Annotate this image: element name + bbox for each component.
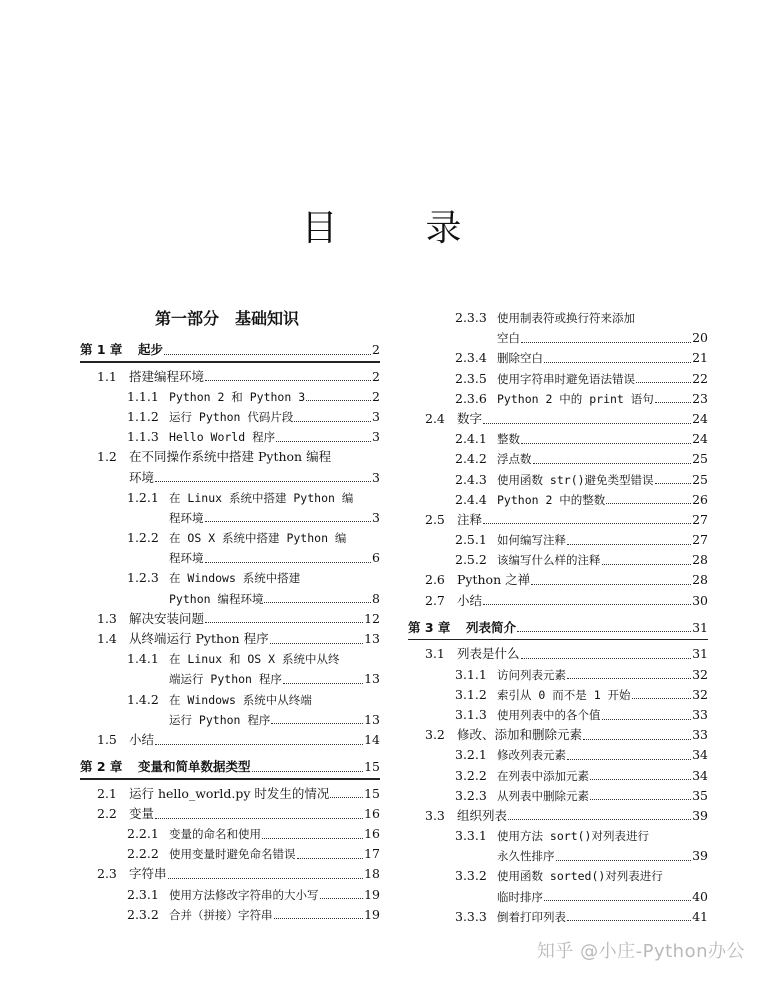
page-number: 2 bbox=[372, 388, 380, 404]
subsection-entry bbox=[80, 649, 380, 669]
page-number: 13 bbox=[364, 671, 380, 687]
subsection-entry bbox=[408, 308, 708, 328]
entry-number: 2.4.4 bbox=[455, 491, 487, 507]
section-entry bbox=[80, 609, 380, 629]
entry-title: 数字 bbox=[457, 410, 483, 426]
subsection-entry bbox=[408, 429, 708, 449]
page-number: 15 bbox=[364, 785, 380, 801]
subsection-entry bbox=[408, 766, 708, 786]
page-number: 28 bbox=[692, 552, 708, 568]
entry-number: 3.3.3 bbox=[455, 908, 487, 924]
subsection-entry bbox=[408, 328, 708, 348]
page-number: 19 bbox=[364, 886, 380, 902]
section-entry bbox=[408, 570, 708, 590]
page-number: 24 bbox=[692, 431, 708, 447]
subsection-entry bbox=[408, 470, 708, 490]
entry-title: 空白 bbox=[497, 331, 520, 346]
entry-title: 小结 bbox=[129, 731, 155, 747]
dot-leader bbox=[205, 521, 372, 522]
page-number: 8 bbox=[372, 590, 380, 606]
dot-leader bbox=[544, 900, 691, 901]
entry-title: 端运行 Python 程序 bbox=[169, 672, 282, 687]
entry-title: Hello World 程序 bbox=[169, 430, 276, 445]
entry-title: 列表是什么 bbox=[457, 646, 520, 662]
title-char-2: 录 bbox=[425, 208, 462, 249]
subsection-entry bbox=[408, 490, 708, 510]
dot-leader bbox=[330, 797, 363, 798]
entry-title: 永久性排序 bbox=[497, 849, 555, 864]
subsection-entry bbox=[408, 846, 708, 866]
entry-title: 在不同操作系统中搭建 Python 编程 bbox=[129, 449, 332, 465]
entry-title: 使用列表中的各个值 bbox=[497, 707, 601, 722]
section-entry bbox=[408, 409, 708, 429]
entry-title: 在 Windows 系统中从终端 bbox=[169, 692, 312, 707]
entry-number: 2.1 bbox=[97, 785, 117, 801]
page-number: 33 bbox=[692, 727, 708, 743]
entry-title: Python 2 中的 print 语句 bbox=[497, 391, 654, 406]
entry-number: 1.2.2 bbox=[127, 530, 159, 546]
toc-right-column bbox=[408, 308, 708, 927]
entry-title: 注释 bbox=[457, 511, 483, 527]
subsection-entry bbox=[408, 530, 708, 550]
dot-leader bbox=[168, 878, 364, 879]
subsection-entry bbox=[80, 690, 380, 710]
page-number: 26 bbox=[692, 491, 708, 507]
part-title: 第一部分 基础知识 bbox=[154, 309, 299, 328]
entry-number: 3.1 bbox=[425, 646, 445, 662]
entry-title: Python 之禅 bbox=[457, 572, 531, 588]
entry-number: 2.3.1 bbox=[127, 886, 159, 902]
subsection-entry bbox=[80, 427, 380, 447]
subsection-entry bbox=[80, 548, 380, 568]
page-number: 3 bbox=[372, 509, 380, 525]
entry-title: Python 2 中的整数 bbox=[497, 492, 606, 507]
dot-leader bbox=[306, 400, 371, 401]
subsection-entry bbox=[80, 568, 380, 588]
page-number: 3 bbox=[372, 408, 380, 424]
dot-leader bbox=[521, 342, 691, 343]
page-number: 34 bbox=[692, 767, 708, 783]
dot-leader bbox=[270, 643, 364, 644]
page-number: 17 bbox=[364, 846, 380, 862]
page-number: 14 bbox=[364, 731, 380, 747]
subsection-entry bbox=[80, 589, 380, 609]
entry-number: 2.7 bbox=[425, 592, 445, 608]
entry-number: 1.3 bbox=[97, 610, 117, 626]
dot-leader bbox=[274, 918, 364, 919]
entry-title: 合并（拼接）字符串 bbox=[169, 907, 273, 922]
section-entry bbox=[408, 725, 708, 745]
subsection-entry bbox=[80, 387, 380, 407]
page-number: 25 bbox=[692, 471, 708, 487]
dot-leader bbox=[583, 739, 691, 740]
subsection-entry bbox=[408, 866, 708, 886]
entry-title: 在 Linux 系统中搭建 Python 编 bbox=[169, 490, 354, 505]
dot-leader bbox=[602, 719, 692, 720]
entry-number: 3.3.1 bbox=[455, 828, 487, 844]
entry-title: 临时排序 bbox=[497, 889, 543, 904]
entry-number: 3.2.1 bbox=[455, 747, 487, 763]
entry-number: 3.1.2 bbox=[455, 686, 487, 702]
dot-leader bbox=[521, 443, 691, 444]
dot-leader bbox=[155, 481, 371, 482]
dot-leader bbox=[283, 683, 363, 684]
entry-title: 字符串 bbox=[129, 866, 167, 882]
dot-leader bbox=[544, 362, 691, 363]
entry-number: 2.2 bbox=[97, 805, 117, 821]
entry-title: 变量的命名和使用 bbox=[169, 827, 261, 842]
entry-title: 访问列表元素 bbox=[497, 667, 566, 682]
dot-leader bbox=[205, 562, 372, 563]
section-entry bbox=[80, 864, 380, 884]
dot-leader bbox=[606, 503, 691, 504]
dot-leader bbox=[262, 838, 363, 839]
entry-title: 该编写什么样的注释 bbox=[497, 553, 601, 568]
page-number: 28 bbox=[692, 572, 708, 588]
entry-number: 1.1 bbox=[97, 368, 117, 384]
chapter-rule bbox=[80, 778, 380, 779]
page-number: 35 bbox=[692, 787, 708, 803]
entry-title: 解决安装问题 bbox=[129, 610, 205, 626]
page-number: 41 bbox=[692, 908, 708, 924]
subsection-entry bbox=[80, 710, 380, 730]
subsection-entry bbox=[80, 905, 380, 925]
chapter-rule bbox=[80, 361, 380, 362]
dot-leader bbox=[205, 380, 371, 381]
subsection-entry bbox=[408, 348, 708, 368]
dot-leader bbox=[567, 678, 691, 679]
entry-title: 整数 bbox=[497, 432, 520, 447]
entry-title: 小结 bbox=[457, 592, 483, 608]
dot-leader bbox=[655, 402, 691, 403]
dot-leader bbox=[297, 858, 364, 859]
page-number: 16 bbox=[364, 805, 380, 821]
dot-leader bbox=[556, 860, 692, 861]
entry-title: 在 Linux 和 OS X 系统中从终 bbox=[169, 652, 340, 667]
page-number: 19 bbox=[364, 906, 380, 922]
subsection-entry bbox=[408, 907, 708, 927]
subsection-entry bbox=[80, 844, 380, 864]
chapter-entry bbox=[408, 618, 708, 638]
page-number: 39 bbox=[692, 807, 708, 823]
subsection-entry bbox=[80, 528, 380, 548]
page-number: 31 bbox=[692, 619, 708, 635]
dot-leader bbox=[590, 799, 691, 800]
title-char-1: 目 bbox=[301, 208, 338, 249]
entry-number: 2.3.3 bbox=[455, 310, 487, 325]
entry-number: 2.2.1 bbox=[127, 826, 159, 842]
entry-title: 使用变量时避免命名错误 bbox=[169, 847, 296, 862]
page-number: 6 bbox=[372, 550, 380, 566]
section-entry bbox=[408, 644, 708, 664]
dot-leader bbox=[264, 602, 371, 603]
dot-leader bbox=[636, 382, 691, 383]
section-entry bbox=[80, 629, 380, 649]
entry-title: 程环境 bbox=[169, 551, 204, 566]
entry-number: 2.3.6 bbox=[455, 390, 487, 406]
dot-leader bbox=[155, 818, 363, 819]
dot-leader bbox=[483, 523, 691, 524]
page-number: 20 bbox=[692, 330, 708, 346]
entry-number: 1.1.3 bbox=[127, 429, 159, 445]
entry-number: 1.1.1 bbox=[127, 388, 159, 404]
page-number: 12 bbox=[364, 610, 380, 626]
page-number: 32 bbox=[692, 666, 708, 682]
subsection-entry bbox=[408, 665, 708, 685]
entry-number: 第 1 章 bbox=[80, 342, 123, 357]
entry-number: 2.3.2 bbox=[127, 906, 159, 922]
entry-title: 使用方法修改字符串的大小写 bbox=[169, 887, 319, 902]
watermark: 知乎 @小庄-Python办公 bbox=[536, 941, 745, 962]
entry-number: 1.4 bbox=[97, 631, 117, 647]
section-entry bbox=[408, 510, 708, 530]
section-entry bbox=[80, 784, 380, 804]
entry-title: 修改、添加和删除元素 bbox=[457, 727, 583, 743]
section-entry bbox=[80, 804, 380, 824]
entry-title: 使用方法 sort()对列表进行 bbox=[497, 829, 649, 844]
entry-number: 2.4 bbox=[425, 410, 445, 426]
entry-number: 3.1.3 bbox=[455, 706, 487, 722]
entry-title: 起步 bbox=[138, 342, 164, 357]
subsection-entry bbox=[80, 407, 380, 427]
entry-number: 3.2.2 bbox=[455, 767, 487, 783]
entry-number: 2.5.1 bbox=[455, 532, 487, 548]
entry-title: 环境 bbox=[129, 469, 155, 485]
entry-title: 搭建编程环境 bbox=[129, 368, 205, 384]
subsection-entry bbox=[408, 389, 708, 409]
entry-number: 1.2.3 bbox=[127, 570, 159, 586]
entry-number: 2.4.3 bbox=[455, 471, 487, 487]
subsection-entry bbox=[408, 685, 708, 705]
chapter-entry bbox=[80, 340, 380, 360]
entry-title: Python 编程环境 bbox=[169, 591, 264, 606]
dot-leader bbox=[590, 779, 691, 780]
page-number: 34 bbox=[692, 747, 708, 763]
entry-title: 在 Windows 系统中搭建 bbox=[169, 571, 301, 586]
entry-title: 修改列表元素 bbox=[497, 748, 566, 763]
entry-title: 运行 Python 程序 bbox=[169, 712, 271, 727]
subsection-entry bbox=[80, 669, 380, 689]
dot-leader bbox=[602, 564, 692, 565]
subsection-entry bbox=[408, 550, 708, 570]
entry-title: 使用函数 sorted()对列表进行 bbox=[497, 869, 663, 884]
entry-number: 3.3.2 bbox=[455, 868, 487, 884]
page-number: 24 bbox=[692, 410, 708, 426]
page-number: 2 bbox=[372, 368, 380, 384]
dot-leader bbox=[655, 483, 692, 484]
entry-number: 1.2 bbox=[97, 449, 117, 465]
entry-title: 列表简介 bbox=[466, 619, 517, 635]
subsection-entry bbox=[408, 449, 708, 469]
entry-title: 索引从 0 而不是 1 开始 bbox=[497, 687, 631, 702]
entry-number: 1.4.2 bbox=[127, 691, 159, 707]
entry-title: 如何编写注释 bbox=[497, 533, 566, 548]
entry-title: 从终端运行 Python 程序 bbox=[129, 631, 269, 647]
subsection-entry bbox=[408, 887, 708, 907]
entry-number: 第 2 章 bbox=[80, 759, 123, 775]
entry-title: 浮点数 bbox=[497, 452, 532, 467]
dot-leader bbox=[521, 658, 692, 659]
page-number: 23 bbox=[692, 390, 708, 406]
page-number: 22 bbox=[692, 370, 708, 386]
entry-number: 1.5 bbox=[97, 731, 117, 747]
entry-number: 1.4.1 bbox=[127, 651, 159, 667]
page-number: 39 bbox=[692, 848, 708, 864]
dot-leader bbox=[252, 771, 364, 772]
entry-title: 在 OS X 系统中搭建 Python 编 bbox=[169, 531, 347, 546]
page-number: 25 bbox=[692, 451, 708, 467]
toc-left-column bbox=[80, 308, 380, 925]
chapter-rule bbox=[408, 639, 708, 640]
entry-number: 3.2.3 bbox=[455, 787, 487, 803]
page-number: 30 bbox=[692, 592, 708, 608]
entry-title: 删除空白 bbox=[497, 351, 543, 366]
entry-title: 运行 Python 代码片段 bbox=[169, 409, 294, 424]
entry-title: 组织列表 bbox=[457, 807, 508, 823]
subsection-entry bbox=[80, 508, 380, 528]
dot-leader bbox=[294, 421, 371, 422]
entry-title: 使用函数 str()避免类型错误 bbox=[497, 472, 654, 487]
page-number: 3 bbox=[372, 429, 380, 445]
entry-title: 倒着打印列表 bbox=[497, 909, 566, 924]
page-number: 15 bbox=[364, 759, 380, 775]
entry-title: 变量 bbox=[129, 805, 155, 821]
subsection-entry bbox=[80, 885, 380, 905]
page-title bbox=[0, 200, 763, 251]
chapter-entry bbox=[80, 757, 380, 777]
subsection-entry bbox=[408, 826, 708, 846]
page-number: 27 bbox=[692, 532, 708, 548]
entry-number: 第 3 章 bbox=[408, 619, 451, 635]
dot-leader bbox=[205, 622, 363, 623]
dot-leader bbox=[320, 898, 364, 899]
entry-number: 2.2.2 bbox=[127, 846, 159, 862]
dot-leader bbox=[276, 441, 371, 442]
page-number: 32 bbox=[692, 686, 708, 702]
entry-title: 程环境 bbox=[169, 510, 204, 525]
page-number: 2 bbox=[372, 342, 380, 357]
entry-number: 2.3.4 bbox=[455, 350, 487, 366]
entry-title: 使用制表符或换行符来添加 bbox=[497, 311, 635, 325]
subsection-entry bbox=[408, 369, 708, 389]
entry-title: 变量和简单数据类型 bbox=[138, 759, 251, 775]
page-number: 40 bbox=[692, 888, 708, 904]
dot-leader bbox=[567, 920, 691, 921]
entry-number: 2.3.5 bbox=[455, 370, 487, 386]
dot-leader bbox=[155, 744, 363, 745]
dot-leader bbox=[508, 819, 691, 820]
entry-title: 使用字符串时避免语法错误 bbox=[497, 371, 635, 386]
entry-number: 2.6 bbox=[425, 572, 445, 588]
page-number: 21 bbox=[692, 350, 708, 366]
subsection-entry bbox=[408, 786, 708, 806]
entry-number: 2.4.1 bbox=[455, 431, 487, 447]
page-number: 31 bbox=[692, 646, 708, 662]
entry-number: 3.2 bbox=[425, 727, 445, 743]
subsection-entry bbox=[408, 705, 708, 725]
entry-number: 3.3 bbox=[425, 807, 445, 823]
dot-leader bbox=[567, 544, 691, 545]
section-entry bbox=[80, 367, 380, 387]
dot-leader bbox=[632, 698, 692, 699]
page-number: 13 bbox=[364, 711, 380, 727]
entry-title: 运行 hello_world.py 时发生的情况 bbox=[129, 785, 330, 801]
page-number: 16 bbox=[364, 826, 380, 842]
entry-number: 2.5 bbox=[425, 511, 445, 527]
entry-number: 2.5.2 bbox=[455, 552, 487, 568]
entry-number: 1.1.2 bbox=[127, 408, 159, 424]
dot-leader bbox=[517, 631, 691, 632]
page-number: 33 bbox=[692, 706, 708, 722]
section-entry bbox=[80, 447, 380, 467]
dot-leader bbox=[483, 604, 691, 605]
entry-number: 2.3 bbox=[97, 866, 117, 882]
dot-leader bbox=[164, 354, 371, 355]
page-number: 27 bbox=[692, 511, 708, 527]
subsection-entry bbox=[408, 745, 708, 765]
section-entry bbox=[408, 591, 708, 611]
subsection-entry bbox=[80, 824, 380, 844]
dot-leader bbox=[533, 463, 692, 464]
entry-title: Python 2 和 Python 3 bbox=[169, 389, 306, 404]
section-entry bbox=[408, 806, 708, 826]
entry-number: 1.2.1 bbox=[127, 489, 159, 505]
section-entry bbox=[80, 730, 380, 750]
entry-number: 2.4.2 bbox=[455, 451, 487, 467]
page-number: 18 bbox=[364, 866, 380, 882]
entry-title: 从列表中删除元素 bbox=[497, 788, 589, 803]
subsection-entry bbox=[80, 488, 380, 508]
page-number: 13 bbox=[364, 631, 380, 647]
section-entry bbox=[80, 468, 380, 488]
dot-leader bbox=[483, 423, 691, 424]
page-number: 3 bbox=[372, 469, 380, 485]
dot-leader bbox=[271, 723, 363, 724]
dot-leader bbox=[531, 584, 691, 585]
entry-title: 在列表中添加元素 bbox=[497, 768, 589, 783]
dot-leader bbox=[567, 759, 691, 760]
entry-number: 3.1.1 bbox=[455, 666, 487, 682]
